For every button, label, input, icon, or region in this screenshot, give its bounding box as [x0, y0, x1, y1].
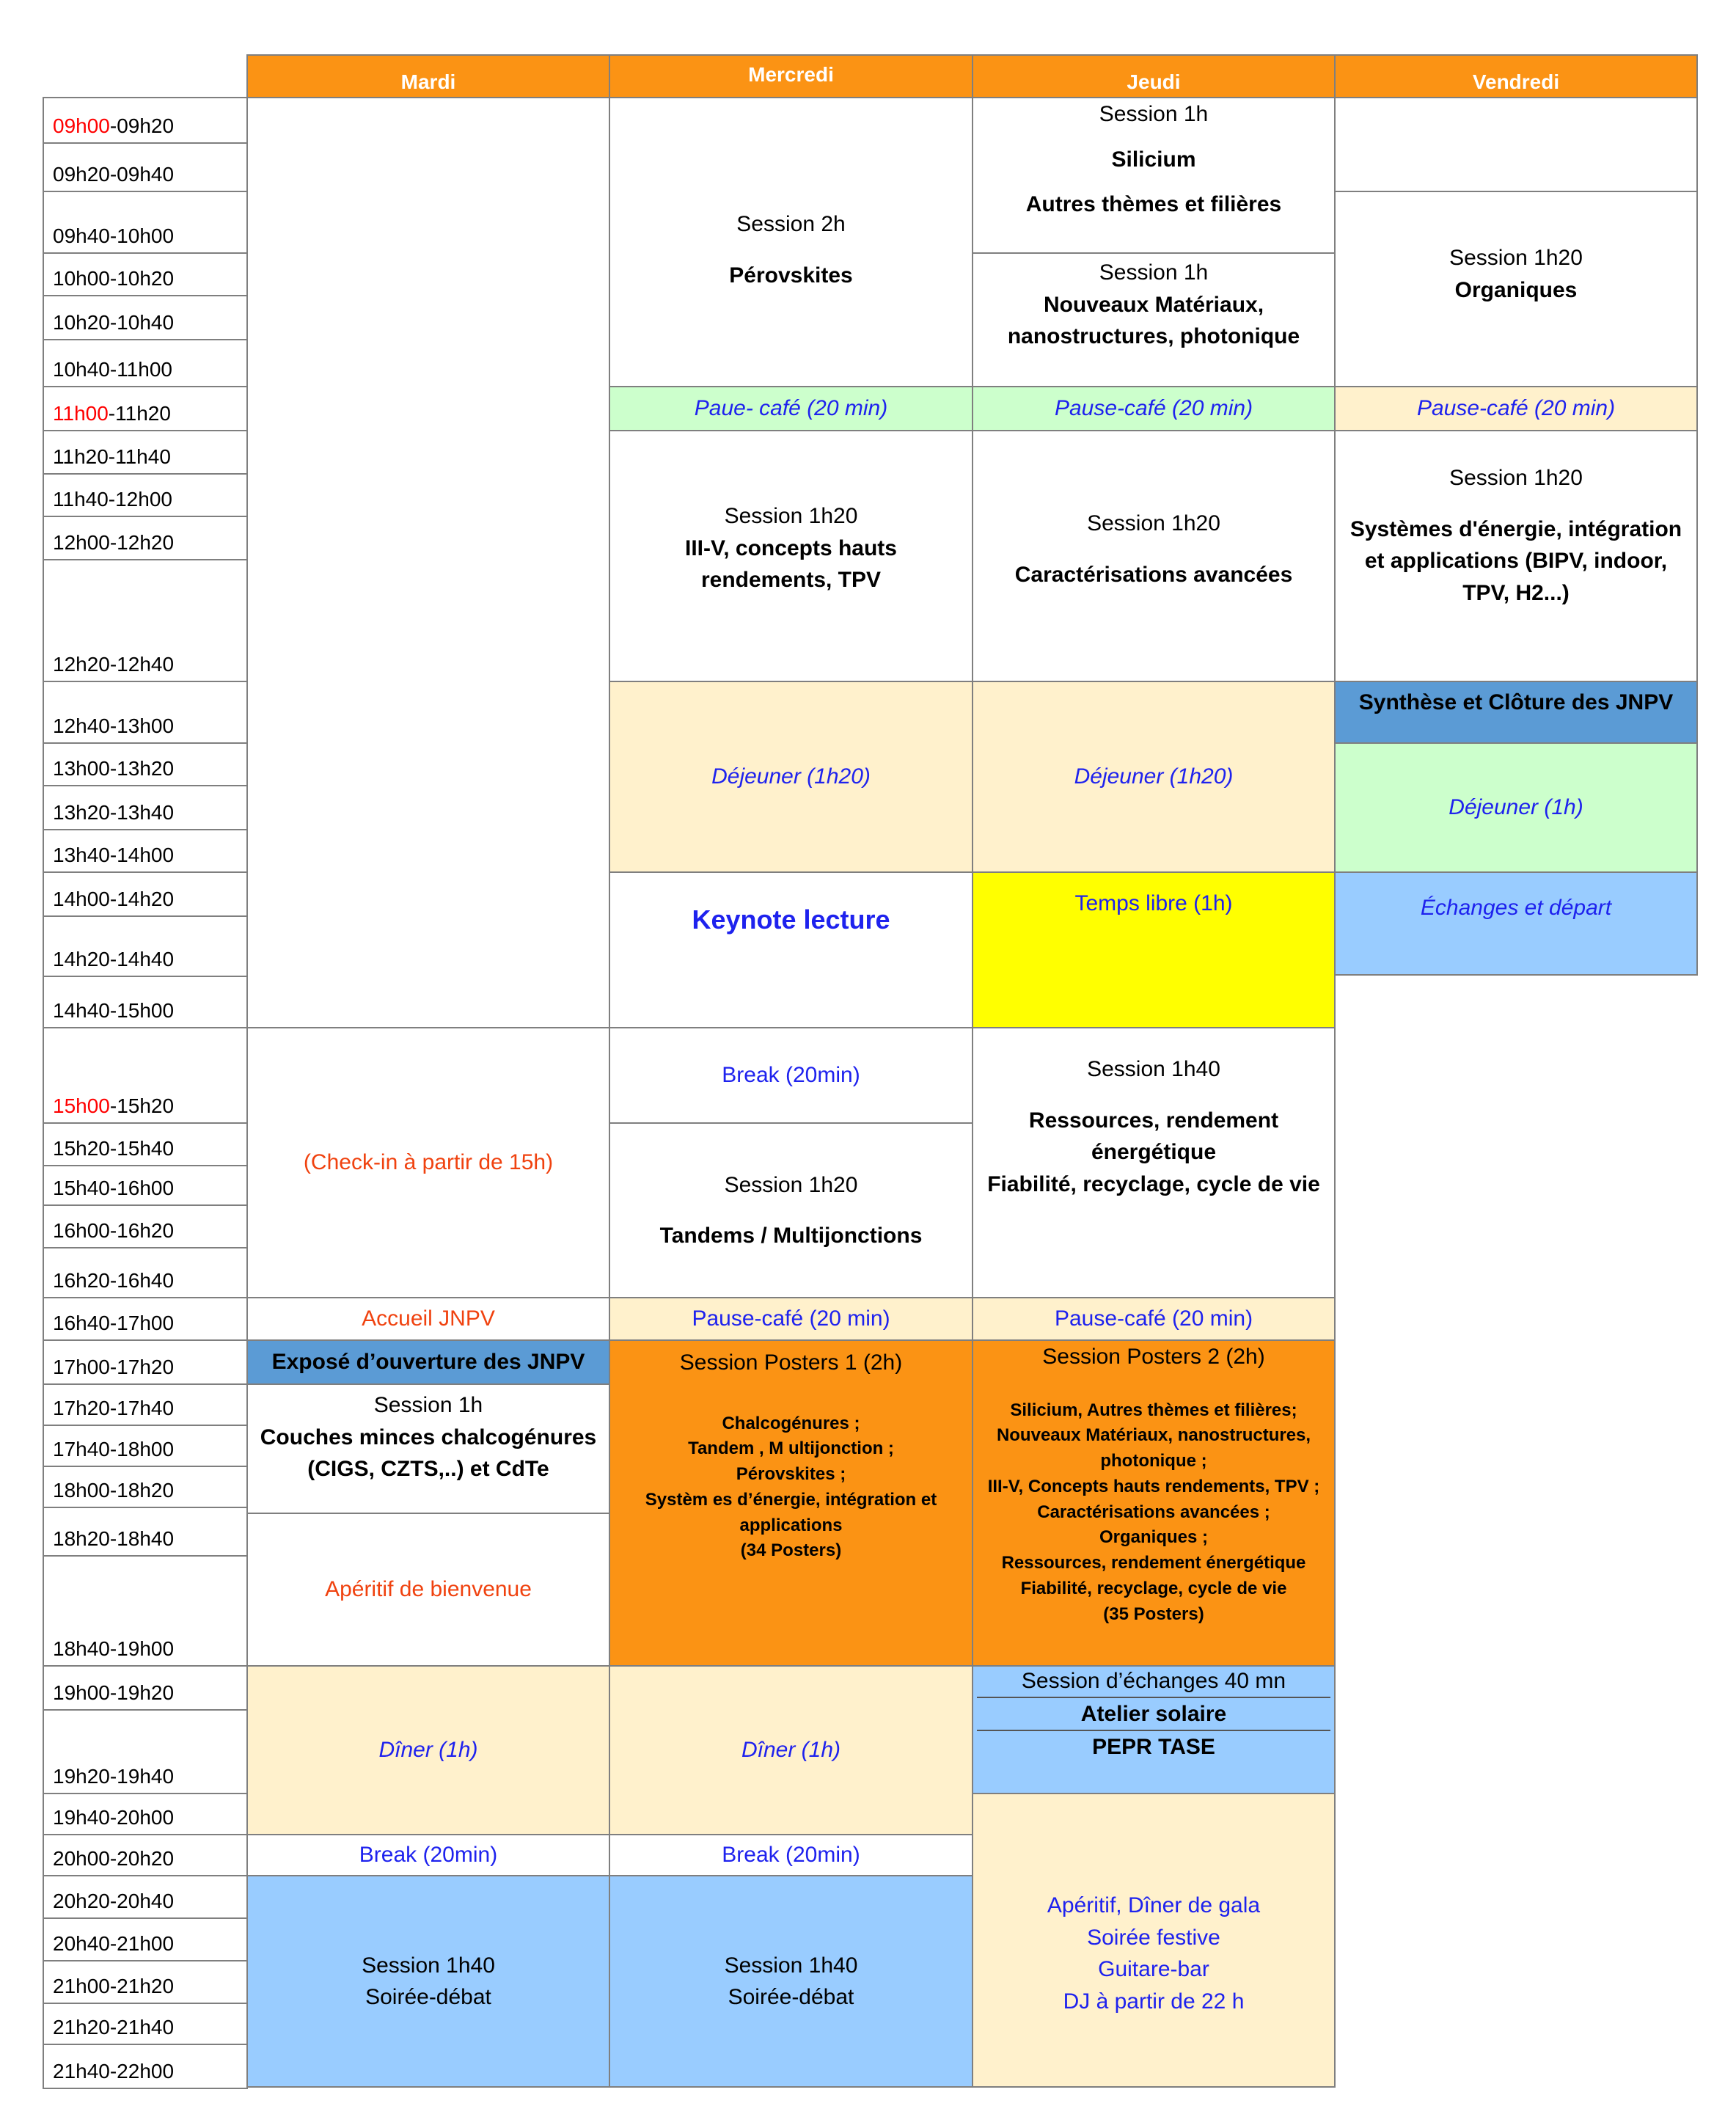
time-slot: [43, 295, 248, 340]
time-label: [53, 801, 174, 824]
mardi-soiree-debat: [246, 1875, 610, 2088]
session-title: Soirée-débat: [728, 1985, 854, 2009]
time-slot: [43, 1507, 248, 1557]
pause-text: Paue- café (20 min): [694, 396, 888, 421]
session-title: Caractérisations avancées: [1014, 562, 1293, 587]
time-label: [53, 488, 172, 511]
jeudi-pause-cafe-2: [972, 1297, 1336, 1341]
time-slot: [43, 915, 248, 977]
time-label: [53, 1847, 174, 1871]
time-range: 14h20-14h40: [53, 948, 175, 970]
time-range: 10h40-11h00: [53, 358, 172, 381]
time-slot: [43, 1709, 248, 1794]
time-label: [53, 1527, 174, 1551]
break-text: Break (20min): [722, 1063, 860, 1088]
time-slot: [43, 1665, 248, 1711]
session-duration: Session 1h: [373, 1393, 483, 1417]
time-label: [53, 1177, 174, 1200]
time-range: 12h40-13h00: [53, 714, 175, 737]
time-slot: [43, 681, 248, 744]
time-label: [53, 267, 174, 290]
time-slot: [43, 339, 248, 387]
mardi-ouverture: [246, 1339, 610, 1385]
session-title: Pérovskites: [729, 263, 853, 288]
session-title: énergétique: [1091, 1140, 1217, 1164]
time-range: 10h20-10h40: [53, 311, 175, 334]
pause-text: Pause-café (20 min): [692, 1306, 890, 1331]
time-label: [53, 714, 174, 738]
header-vendredi: Vendredi: [1334, 54, 1698, 98]
jeudi-silicium: [972, 97, 1336, 254]
time-slot: [43, 1247, 248, 1298]
dejeuner-text: Déjeuner (1h20): [1074, 764, 1234, 789]
time-range: 11h20-11h40: [53, 445, 171, 468]
time-range: 09h40-10h00: [53, 224, 175, 247]
session-title: (CIGS, CZTS,..) et CdTe: [307, 1457, 549, 1481]
time-range: 15h40-16h00: [53, 1177, 175, 1199]
jeudi-dejeuner: [972, 681, 1336, 873]
time-range: -11h20: [108, 402, 171, 425]
time-slot: [43, 742, 248, 786]
diner-text: Dîner (1h): [378, 1738, 478, 1763]
time-label: [53, 948, 174, 971]
time-range: 16h40-17h00: [53, 1312, 175, 1334]
time-label: [53, 653, 174, 676]
poster-topic: Fiabilité, recyclage, cycle de vie: [1020, 1579, 1287, 1599]
mercredi-perovskites: [609, 97, 973, 387]
mercredi-pause-cafe-2: [609, 1297, 973, 1341]
time-range: 16h20-16h40: [53, 1269, 175, 1292]
session-title: Silicium: [1111, 147, 1196, 172]
time-label: [53, 1397, 174, 1420]
mercredi-break-2: [609, 1834, 973, 1876]
time-range: 20h20-20h40: [53, 1890, 175, 1912]
time-label: [53, 1806, 174, 1829]
time-label: [53, 358, 172, 381]
time-range: 17h00-17h20: [53, 1356, 175, 1378]
time-slot: [43, 1027, 248, 1124]
mercredi-keynote: [609, 871, 973, 1028]
time-range: 16h00-16h20: [53, 1219, 175, 1242]
time-slot: [43, 1339, 248, 1385]
time-slot: [43, 871, 248, 917]
time-label: [53, 311, 174, 334]
time-slot: [43, 191, 248, 254]
time-slot: [43, 829, 248, 873]
jeudi-pause-cafe-1: [972, 386, 1336, 431]
break-text: Break (20min): [722, 1843, 860, 1868]
time-label: [53, 888, 174, 911]
gala-line: Guitare-bar: [1098, 1957, 1209, 1981]
poster-topic: Silicium, Autres thèmes et filières;: [1010, 1400, 1297, 1420]
time-range: 14h40-15h00: [53, 999, 175, 1022]
vendredi-organiques: [1334, 191, 1698, 387]
time-range: 19h20-19h40: [53, 1765, 175, 1788]
poster-topic: III-V, Concepts hauts rendements, TPV ;: [987, 1476, 1320, 1496]
time-slot: [43, 1297, 248, 1341]
time-range: 21h20-21h40: [53, 2016, 175, 2039]
time-slot: [43, 1204, 248, 1248]
mercredi-tandems: [609, 1122, 973, 1298]
poster-topic: Caractérisations avancées ;: [1037, 1502, 1270, 1522]
time-range: 13h20-13h40: [53, 801, 175, 824]
time-label: [53, 114, 174, 138]
time-label: [53, 2060, 174, 2083]
depart-text: Échanges et départ: [1420, 896, 1612, 920]
mercredi-dejeuner: [609, 681, 973, 873]
time-label: [53, 1765, 174, 1788]
time-slot: [43, 1425, 248, 1467]
session-duration: Session 1h: [1099, 260, 1209, 285]
cloture-text: Synthèse et Clôture des JNPV: [1358, 690, 1674, 714]
header-mercredi: Mercredi: [609, 54, 973, 98]
gala-line: DJ à partir de 22 h: [1063, 1989, 1245, 2014]
session-title: Systèmes d'énergie, intégration: [1349, 516, 1682, 541]
time-label: [53, 1890, 174, 1913]
time-range: 18h40-19h00: [53, 1637, 175, 1660]
session-title: Atelier solaire: [1080, 1702, 1227, 1726]
session-title: Organiques: [1454, 277, 1578, 302]
time-range: 13h00-13h20: [53, 757, 175, 780]
poster-topic: Chalcogénures ;: [722, 1413, 860, 1433]
time-label: [53, 844, 174, 867]
temps-libre-text: Temps libre (1h): [1074, 891, 1233, 915]
mardi-checkin: [246, 1027, 610, 1298]
checkin-text: (Check-in à partir de 15h): [303, 1150, 554, 1175]
time-range: 19h40-20h00: [53, 1806, 175, 1829]
time-slot: [43, 97, 248, 144]
divider: [977, 1730, 1330, 1731]
mercredi-posters: [609, 1339, 973, 1667]
mercredi-break-1: [609, 1027, 973, 1124]
jeudi-caracterisations: [972, 430, 1336, 682]
time-label: [53, 2016, 174, 2039]
time-start-highlight: 15h00: [53, 1094, 110, 1117]
time-range: 18h00-18h20: [53, 1479, 175, 1502]
session-duration: Session 1h20: [724, 504, 858, 528]
session-title: Autres thèmes et filières: [1025, 192, 1282, 216]
session-title: nanostructures, photonique: [1007, 324, 1300, 348]
session-duration: Session 1h20: [1449, 246, 1583, 270]
dejeuner-text: Déjeuner (1h20): [711, 764, 871, 789]
pause-text: Pause-café (20 min): [1416, 396, 1616, 421]
jeudi-temps-libre: [972, 871, 1336, 1028]
ouverture-text: Exposé d’ouverture des JNPV: [271, 1350, 585, 1375]
time-label: [53, 1219, 174, 1243]
poster-count: (35 Posters): [1103, 1604, 1204, 1624]
time-slot: [43, 430, 248, 475]
jeudi-gala: [972, 1793, 1336, 2088]
divider: [977, 1697, 1330, 1698]
poster-topic: Organiques ;: [1099, 1527, 1209, 1548]
time-label: [53, 1137, 174, 1160]
time-slot: [43, 1960, 248, 2004]
time-range: 20h00-20h20: [53, 1847, 175, 1870]
time-range: 15h20-15h40: [53, 1137, 175, 1160]
session-duration: Session 1h40: [1087, 1057, 1220, 1081]
mardi-aperitif: [246, 1513, 610, 1667]
time-range: 19h00-19h20: [53, 1681, 175, 1704]
session-duration: Session 1h40: [362, 1953, 495, 1978]
keynote-text: Keynote lecture: [692, 904, 890, 935]
time-slot: [43, 2003, 248, 2045]
poster-topic: Nouveaux Matériaux, nanostructures,: [996, 1425, 1311, 1446]
gala-line: Soirée festive: [1087, 1925, 1220, 1950]
time-range: -09h20: [109, 114, 175, 137]
time-slot: [43, 1834, 248, 1876]
session-duration: Session 1h: [1099, 102, 1209, 126]
vendredi-systemes: [1334, 430, 1698, 682]
time-range: 12h20-12h40: [53, 653, 175, 676]
time-range: 09h20-09h40: [53, 163, 175, 186]
poster-topic: Ressources, rendement énergétique: [1001, 1553, 1306, 1573]
session-title: rendements, TPV: [700, 568, 882, 592]
mardi-empty-morning: [246, 97, 610, 1028]
time-label: [53, 1975, 174, 1998]
time-range: 18h20-18h40: [53, 1527, 175, 1550]
time-slot: [43, 1793, 248, 1835]
mardi-diner: [246, 1665, 610, 1835]
vendredi-dejeuner: [1334, 742, 1698, 873]
jeudi-posters: [972, 1339, 1336, 1667]
time-slot: [43, 516, 248, 560]
time-range: 12h00-12h20: [53, 531, 175, 554]
poster-topic: Pérovskites ;: [736, 1464, 846, 1485]
time-slot: [43, 1555, 248, 1667]
time-range: 10h00-10h20: [53, 267, 175, 290]
time-label: [53, 531, 174, 555]
mercredi-iiiv: [609, 430, 973, 682]
session-title: III-V, concepts hauts: [685, 535, 897, 560]
time-range: 21h40-22h00: [53, 2060, 175, 2083]
mardi-couches-minces: [246, 1383, 610, 1514]
vendredi-pause-cafe: [1334, 386, 1698, 431]
time-label: [53, 1094, 174, 1118]
time-label: [53, 163, 174, 186]
time-slot: [43, 142, 248, 192]
session-duration: Session 2h: [736, 212, 846, 236]
time-label: [53, 1269, 174, 1292]
time-slot: [43, 252, 248, 296]
time-slot: [43, 1383, 248, 1426]
vendredi-depart: [1334, 871, 1698, 976]
time-range: 17h20-17h40: [53, 1397, 175, 1419]
poster-count: (34 Posters): [740, 1540, 842, 1561]
session-title: Fiabilité, recyclage, cycle de vie: [987, 1171, 1320, 1196]
time-label: [53, 402, 171, 425]
time-label: [53, 999, 174, 1023]
time-label: [53, 224, 174, 248]
time-slot: [43, 1917, 248, 1961]
poster-topic: photonique ;: [1100, 1451, 1207, 1471]
time-label: [53, 757, 174, 780]
time-start-highlight: 09h00: [53, 114, 110, 137]
poster-topic: applications: [739, 1515, 843, 1535]
session-duration: Session 1h20: [724, 1172, 858, 1197]
time-start-highlight: 11h00: [53, 402, 109, 425]
time-slot: [43, 976, 248, 1028]
diner-text: Dîner (1h): [741, 1738, 841, 1763]
break-text: Break (20min): [359, 1843, 498, 1868]
posters-title: Session Posters 1 (2h): [679, 1350, 903, 1375]
jeudi-nouveaux-materiaux: [972, 252, 1336, 387]
time-range: 17h40-18h00: [53, 1438, 175, 1460]
session-title: Soirée-débat: [365, 1985, 491, 2009]
mercredi-diner: [609, 1665, 973, 1835]
vendredi-empty: [1334, 97, 1698, 192]
time-label: [53, 445, 171, 469]
pause-text: Pause-café (20 min): [1054, 1306, 1253, 1331]
time-label: [53, 1479, 174, 1502]
time-label: [53, 1356, 174, 1379]
time-label: [53, 1312, 174, 1335]
vendredi-cloture: [1334, 681, 1698, 744]
mercredi-soiree-debat: [609, 1875, 973, 2088]
time-slot: [43, 2044, 248, 2089]
accueil-text: Accueil JNPV: [362, 1306, 495, 1331]
time-slot: [43, 785, 248, 830]
session-title: Tandems / Multijonctions: [659, 1224, 923, 1248]
session-duration: Session d’échanges 40 mn: [1021, 1669, 1286, 1693]
posters-title: Session Posters 2 (2h): [1042, 1345, 1265, 1369]
time-slot: [43, 559, 248, 682]
aperitif-text: Apéritif de bienvenue: [325, 1577, 532, 1602]
mercredi-pause-cafe-1: [609, 386, 973, 431]
poster-topic: Systèm es d’énergie, intégration et: [645, 1489, 937, 1510]
session-duration: Session 1h40: [724, 1953, 858, 1978]
time-slot: [43, 1122, 248, 1166]
dejeuner-text: Déjeuner (1h): [1449, 795, 1583, 820]
time-label: [53, 1637, 174, 1661]
time-slot: [43, 386, 248, 431]
time-label: [53, 1438, 174, 1461]
time-range: 11h40-12h00: [53, 488, 172, 511]
time-range: 13h40-14h00: [53, 844, 175, 866]
session-title: Ressources, rendement: [1028, 1108, 1279, 1133]
session-title: Couches minces chalcogénures: [260, 1425, 597, 1449]
mardi-accueil: [246, 1297, 610, 1341]
time-slot: [43, 1875, 248, 1919]
time-label: [53, 1932, 174, 1956]
time-slot: [43, 473, 248, 517]
header-mardi: Mardi: [246, 54, 610, 98]
header-jeudi: Jeudi: [972, 54, 1336, 98]
time-range: 20h40-21h00: [53, 1932, 175, 1955]
session-title: et applications (BIPV, indoor,: [1364, 549, 1668, 573]
time-range: 14h00-14h20: [53, 888, 175, 910]
session-title: TPV, H2...): [1462, 580, 1570, 605]
session-title: PEPR TASE: [1092, 1735, 1215, 1759]
session-title: Nouveaux Matériaux,: [1043, 292, 1264, 317]
time-range: 21h00-21h20: [53, 1975, 175, 1997]
poster-topic: Tandem , M ultijonction ;: [688, 1438, 894, 1459]
mardi-break: [246, 1834, 610, 1876]
session-duration: Session 1h20: [1087, 511, 1220, 535]
time-slot: [43, 1165, 248, 1206]
pause-text: Pause-café (20 min): [1054, 396, 1253, 421]
session-duration: Session 1h20: [1449, 466, 1583, 490]
jeudi-session-echanges: [972, 1665, 1336, 1794]
time-slot: [43, 1466, 248, 1508]
gala-line: Apéritif, Dîner de gala: [1047, 1893, 1261, 1917]
jeudi-ressources: [972, 1027, 1336, 1298]
time-range: -15h20: [109, 1094, 175, 1117]
time-label: [53, 1681, 174, 1705]
